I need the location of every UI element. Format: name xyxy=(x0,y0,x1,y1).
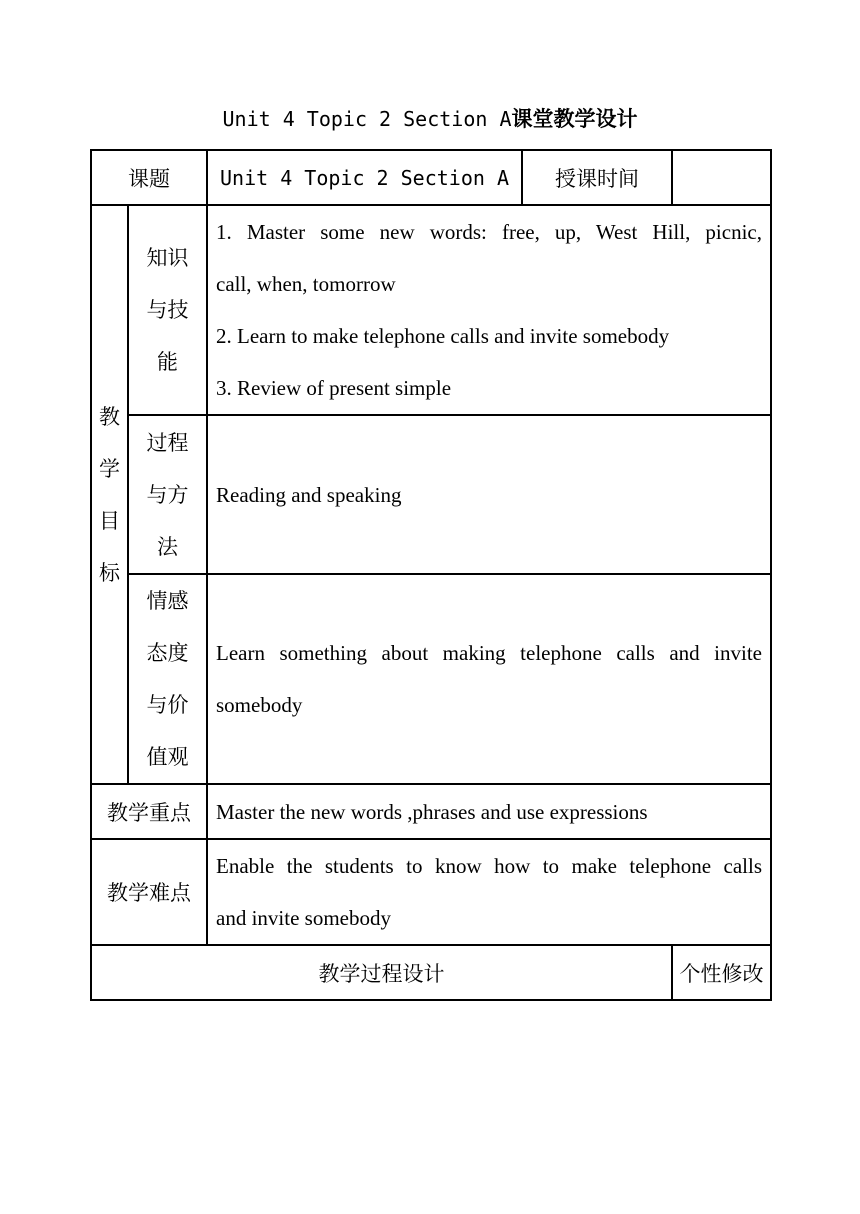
objectives-label-char: 教 xyxy=(99,404,120,429)
knowledge-label-line: 能 xyxy=(157,350,178,374)
revision-label: 个性修改 xyxy=(672,945,771,1000)
knowledge-line: call, when, tomorrow xyxy=(216,272,396,296)
process-design-label: 教学过程设计 xyxy=(91,945,672,1000)
title-english: Unit 4 Topic 2 Section A xyxy=(222,107,512,131)
process-label-line: 过程 xyxy=(146,430,189,455)
knowledge-row xyxy=(91,205,771,415)
document-title xyxy=(0,104,860,134)
process-label-line: 与方 xyxy=(146,482,189,507)
process-label xyxy=(128,415,207,574)
emotion-content xyxy=(207,574,771,784)
knowledge-label-line: 知识 xyxy=(146,246,189,270)
emotion-label xyxy=(128,574,207,784)
key-points-row xyxy=(91,784,771,839)
difficulties-line: and invite somebody xyxy=(216,906,391,930)
time-value xyxy=(672,150,771,205)
knowledge-label-line: 与技 xyxy=(146,298,189,322)
emotion-label-line: 态度 xyxy=(146,641,189,665)
process-row xyxy=(91,415,771,574)
emotion-line: somebody xyxy=(216,693,303,717)
difficulties-content xyxy=(207,839,771,945)
key-points-label: 教学重点 xyxy=(91,784,207,839)
emotion-label-line: 与价 xyxy=(146,693,189,717)
objectives-label-char: 标 xyxy=(99,560,120,585)
knowledge-line: 1. Master some new words: free, up, West Hill, picnic, xyxy=(216,220,762,244)
knowledge-label xyxy=(128,205,207,415)
process-label-line: 法 xyxy=(157,534,178,559)
key-points-content: Master the new words ,phrases and use expressions xyxy=(207,784,771,839)
emotion-row xyxy=(91,574,771,784)
difficulties-row xyxy=(91,839,771,945)
knowledge-line: 2. Learn to make telephone calls and invite somebody xyxy=(216,324,670,348)
emotion-line: Learn something about making telephone calls and invite xyxy=(216,641,762,665)
title-chinese: 课堂教学设计 xyxy=(511,107,638,131)
knowledge-content xyxy=(207,205,771,415)
time-label: 授课时间 xyxy=(522,150,672,205)
topic-value: Unit 4 Topic 2 Section A xyxy=(207,150,522,205)
header-row xyxy=(91,150,771,205)
difficulties-label: 教学难点 xyxy=(91,839,207,945)
objectives-label xyxy=(91,205,128,784)
process-content: Reading and speaking xyxy=(207,415,771,574)
emotion-label-line: 情感 xyxy=(146,589,189,613)
difficulties-line: Enable the students to know how to make telephone calls xyxy=(216,854,762,878)
knowledge-line: 3. Review of present simple xyxy=(216,376,452,400)
lesson-plan-table xyxy=(90,149,772,1001)
footer-row xyxy=(91,945,771,1000)
emotion-label-line: 值观 xyxy=(146,745,189,769)
objectives-label-char: 目 xyxy=(99,508,120,533)
topic-label: 课题 xyxy=(91,150,207,205)
objectives-label-char: 学 xyxy=(99,456,120,481)
